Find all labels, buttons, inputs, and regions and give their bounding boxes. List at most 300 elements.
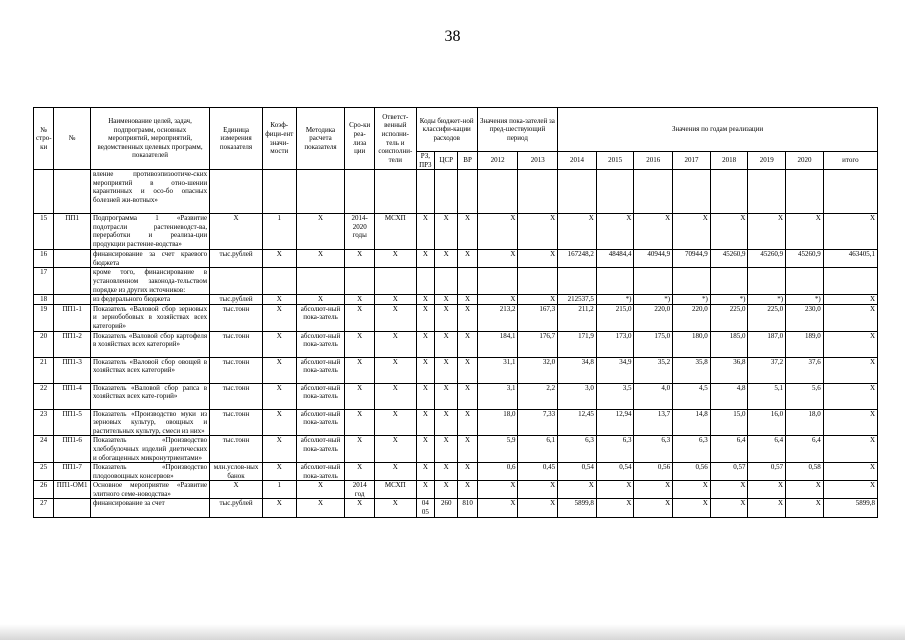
cell-unit: тыс.рублей: [210, 499, 263, 517]
cell-year-2016: X: [634, 214, 673, 250]
cell-rn: 17: [34, 268, 54, 295]
cell-year-2016: 13,7: [634, 409, 673, 436]
header-2014: 2014: [558, 152, 597, 170]
cell-year-2020: 45260,9: [786, 250, 824, 268]
cell-resp: X: [374, 463, 416, 481]
cell-rz: X: [416, 436, 434, 463]
cell-method: абсолют-ный пока-затель: [296, 331, 345, 357]
cell-vr: X: [458, 481, 477, 499]
cell-method: X: [296, 295, 345, 305]
cell-year-2019: 187,0: [748, 331, 786, 357]
cell-unit: тыс.тонн: [210, 409, 263, 436]
cell-year-2019: X: [748, 214, 786, 250]
cell-rz: X: [416, 383, 434, 409]
cell-coef: X: [263, 250, 297, 268]
cell-resp: МСХП: [374, 481, 416, 499]
cell-total: [823, 268, 877, 295]
cell-unit: тыс.тонн: [210, 304, 263, 331]
cell-name: Основное мероприятие «Развитие элитного семе-новодства»: [90, 481, 209, 499]
cell-total: X: [823, 295, 877, 305]
cell-year-2014: 12,45: [558, 409, 597, 436]
cell-name: финансирование за счет краевого бюджета: [90, 250, 209, 268]
cell-year-2014: 167248,2: [558, 250, 597, 268]
cell-year-2020: 230,0: [786, 304, 824, 331]
cell-year-2020: X: [786, 499, 824, 517]
cell-resp: X: [374, 304, 416, 331]
cell-year-2017: 14,8: [673, 409, 711, 436]
cell-year-2017: 180,0: [673, 331, 711, 357]
cell-name: Показатель «Производство муки из зерновых культур, овощных и растительных культур, смеси из них»: [90, 409, 209, 436]
cell-year-2017: 35,8: [673, 357, 711, 383]
table-row: [34, 304, 878, 331]
cell-year-2017: 0,56: [673, 463, 711, 481]
cell-rn: 21: [34, 357, 54, 383]
cell-method: абсолют-ный пока-затель: [296, 463, 345, 481]
cell-csr: 260: [435, 499, 458, 517]
cell-year-2016: X: [634, 481, 673, 499]
cell-coef: X: [263, 357, 297, 383]
cell-vr: X: [458, 304, 477, 331]
cell-year-2019: [748, 268, 786, 295]
cell-year-2015: 173,0: [596, 331, 634, 357]
cell-year-2012: 5,9: [477, 436, 518, 463]
cell-rn: 15: [34, 214, 54, 250]
cell-num: [54, 268, 91, 295]
cell-vr: X: [458, 383, 477, 409]
cell-year-2012: 0,6: [477, 463, 518, 481]
cell-rz: X: [416, 295, 434, 305]
cell-year-2016: X: [634, 499, 673, 517]
cell-unit: X: [210, 214, 263, 250]
cell-term: X: [345, 250, 375, 268]
cell-rz: [416, 170, 434, 214]
cell-year-2013: 7,33: [518, 409, 558, 436]
cell-name: Показатель «Валовой сбор картофеля в хозяйствах всех категорий»: [90, 331, 209, 357]
cell-resp: X: [374, 436, 416, 463]
cell-term: X: [345, 304, 375, 331]
cell-year-2020: 189,0: [786, 331, 824, 357]
cell-num: ПП1-1: [54, 304, 91, 331]
cell-rn: 25: [34, 463, 54, 481]
cell-year-2014: [558, 170, 597, 214]
cell-year-2013: 6,1: [518, 436, 558, 463]
cell-term: [345, 170, 375, 214]
cell-term: X: [345, 383, 375, 409]
cell-year-2014: 212537,5: [558, 295, 597, 305]
cell-coef: X: [263, 331, 297, 357]
cell-term: [345, 268, 375, 295]
cell-total: X: [823, 331, 877, 357]
cell-rz: X: [416, 357, 434, 383]
cell-year-2019: *): [748, 295, 786, 305]
cell-year-2016: 35,2: [634, 357, 673, 383]
header-num: №: [54, 108, 91, 170]
cell-year-2012: 213,2: [477, 304, 518, 331]
cell-year-2020: 0,58: [786, 463, 824, 481]
cell-num: [54, 170, 91, 214]
cell-year-2019: X: [748, 481, 786, 499]
cell-unit: тыс.тонн: [210, 436, 263, 463]
cell-resp: X: [374, 499, 416, 517]
cell-num: ПП1-5: [54, 409, 91, 436]
cell-total: X: [823, 436, 877, 463]
cell-year-2013: 176,7: [518, 331, 558, 357]
cell-vr: X: [458, 214, 477, 250]
cell-num: ПП1-3: [54, 357, 91, 383]
cell-year-2012: [477, 268, 518, 295]
header-csr: ЦСР: [435, 152, 458, 170]
cell-method: X: [296, 481, 345, 499]
cell-num: ПП1-2: [54, 331, 91, 357]
cell-method: абсолют-ный пока-затель: [296, 383, 345, 409]
cell-coef: [263, 268, 297, 295]
cell-year-2013: [518, 268, 558, 295]
cell-rn: [34, 170, 54, 214]
cell-method: абсолют-ный пока-затель: [296, 357, 345, 383]
cell-total: X: [823, 463, 877, 481]
cell-vr: [458, 170, 477, 214]
cell-year-2020: 5,6: [786, 383, 824, 409]
cell-year-2020: [786, 268, 824, 295]
cell-year-2014: X: [558, 214, 597, 250]
cell-rz: X: [416, 304, 434, 331]
cell-vr: X: [458, 463, 477, 481]
cell-csr: X: [435, 304, 458, 331]
cell-year-2020: 18,0: [786, 409, 824, 436]
cell-method: X: [296, 499, 345, 517]
cell-year-2013: X: [518, 481, 558, 499]
cell-year-2012: X: [477, 214, 518, 250]
cell-year-2017: X: [673, 481, 711, 499]
cell-vr: X: [458, 357, 477, 383]
cell-num: ПП1: [54, 214, 91, 250]
cell-year-2015: 48484,4: [596, 250, 634, 268]
cell-vr: [458, 268, 477, 295]
cell-year-2016: 0,56: [634, 463, 673, 481]
header-resp: Ответст-венный исполни-тель и соисполни-тели: [374, 108, 416, 170]
header-2015: 2015: [596, 152, 634, 170]
header-2012: 2012: [477, 152, 518, 170]
cell-unit: млн.услов-ных банок: [210, 463, 263, 481]
header-2019: 2019: [748, 152, 786, 170]
cell-year-2019: 45260,9: [748, 250, 786, 268]
cell-year-2018: [710, 170, 748, 214]
cell-year-2015: 6,3: [596, 436, 634, 463]
cell-csr: X: [435, 250, 458, 268]
cell-num: ПП1-7: [54, 463, 91, 481]
cell-year-2017: X: [673, 499, 711, 517]
cell-year-2013: X: [518, 499, 558, 517]
cell-year-2012: X: [477, 499, 518, 517]
cell-total: X: [823, 214, 877, 250]
cell-year-2014: 5899,8: [558, 499, 597, 517]
cell-resp: [374, 268, 416, 295]
cell-coef: 1: [263, 481, 297, 499]
cell-num: [54, 499, 91, 517]
cell-year-2013: X: [518, 295, 558, 305]
cell-unit: тыс.тонн: [210, 357, 263, 383]
cell-vr: X: [458, 436, 477, 463]
cell-year-2012: [477, 170, 518, 214]
header-unit: Единица измерения показателя: [210, 108, 263, 170]
page-number: 38: [444, 28, 461, 45]
cell-name: Показатель «Производство плодоовощных консервов»: [90, 463, 209, 481]
header-2020: 2020: [786, 152, 824, 170]
cell-year-2020: X: [786, 214, 824, 250]
cell-year-2019: 6,4: [748, 436, 786, 463]
cell-term: X: [345, 295, 375, 305]
cell-csr: X: [435, 295, 458, 305]
cell-year-2012: 3,1: [477, 383, 518, 409]
cell-term: 2014-2020 годы: [345, 214, 375, 250]
cell-year-2017: [673, 170, 711, 214]
cell-year-2017: 70944,9: [673, 250, 711, 268]
cell-year-2020: X: [786, 481, 824, 499]
cell-year-2019: 225,0: [748, 304, 786, 331]
cell-method: абсолют-ный пока-затель: [296, 304, 345, 331]
cell-year-2017: 4,5: [673, 383, 711, 409]
cell-year-2020: [786, 170, 824, 214]
cell-method: [296, 170, 345, 214]
cell-year-2017: 220,0: [673, 304, 711, 331]
cell-year-2018: 4,8: [710, 383, 748, 409]
cell-year-2018: 0,57: [710, 463, 748, 481]
cell-name: из федерального бюджета: [90, 295, 209, 305]
cell-coef: X: [263, 383, 297, 409]
cell-year-2020: 6,4: [786, 436, 824, 463]
cell-csr: X: [435, 383, 458, 409]
cell-coef: [263, 170, 297, 214]
cell-year-2019: [748, 170, 786, 214]
cell-vr: 810: [458, 499, 477, 517]
table-row: [34, 383, 878, 409]
table-row: [34, 409, 878, 436]
cell-year-2018: 15,0: [710, 409, 748, 436]
cell-year-2012: X: [477, 250, 518, 268]
cell-year-2015: X: [596, 214, 634, 250]
header-total: итого: [823, 152, 877, 170]
cell-total: X: [823, 357, 877, 383]
cell-year-2014: X: [558, 481, 597, 499]
cell-csr: X: [435, 463, 458, 481]
header-vr: ВР: [458, 152, 477, 170]
cell-year-2015: 215,0: [596, 304, 634, 331]
cell-csr: X: [435, 331, 458, 357]
header-name: Наименование целей, задач, подпрограмм, основных мероприятий, мероприятий, ведомственных целевых программ, показателей: [90, 108, 209, 170]
cell-resp: X: [374, 409, 416, 436]
cell-year-2012: X: [477, 481, 518, 499]
cell-year-2012: X: [477, 295, 518, 305]
cell-name: Показатель «Валовой сбор рапса в хозяйствах всех кате-горий»: [90, 383, 209, 409]
cell-resp: X: [374, 295, 416, 305]
cell-total: X: [823, 481, 877, 499]
cell-rn: 23: [34, 409, 54, 436]
table-row: [34, 436, 878, 463]
cell-method: абсолют-ный пока-затель: [296, 436, 345, 463]
cell-year-2013: 32,0: [518, 357, 558, 383]
cell-term: X: [345, 463, 375, 481]
cell-total: 5899,8: [823, 499, 877, 517]
cell-rn: 20: [34, 331, 54, 357]
header-rz: РЗ, ПР3: [416, 152, 434, 170]
table-row: [34, 170, 878, 214]
header-years-values: Значения по годам реализации: [558, 108, 878, 152]
cell-term: X: [345, 357, 375, 383]
cell-unit: [210, 268, 263, 295]
indicators-table: [33, 107, 878, 518]
cell-year-2015: [596, 170, 634, 214]
table-row: [34, 250, 878, 268]
cell-year-2016: 40944,9: [634, 250, 673, 268]
cell-rz: X: [416, 409, 434, 436]
cell-year-2012: 184,1: [477, 331, 518, 357]
cell-coef: X: [263, 463, 297, 481]
cell-year-2017: [673, 268, 711, 295]
cell-year-2014: 3,0: [558, 383, 597, 409]
cell-vr: X: [458, 331, 477, 357]
table-row: [34, 499, 878, 517]
table-row: [34, 463, 878, 481]
cell-vr: X: [458, 295, 477, 305]
cell-year-2020: *): [786, 295, 824, 305]
cell-csr: X: [435, 214, 458, 250]
cell-year-2017: 6,3: [673, 436, 711, 463]
cell-year-2015: X: [596, 499, 634, 517]
cell-name: финансирование за счет: [90, 499, 209, 517]
cell-term: X: [345, 331, 375, 357]
cell-num: [54, 295, 91, 305]
cell-year-2018: 225,0: [710, 304, 748, 331]
cell-rn: 26: [34, 481, 54, 499]
cell-num: ПП1-4: [54, 383, 91, 409]
cell-method: [296, 268, 345, 295]
cell-year-2013: 2,2: [518, 383, 558, 409]
cell-rn: 27: [34, 499, 54, 517]
cell-year-2018: X: [710, 481, 748, 499]
cell-resp: X: [374, 357, 416, 383]
cell-year-2018: 6,4: [710, 436, 748, 463]
cell-vr: X: [458, 250, 477, 268]
cell-year-2014: 171,9: [558, 331, 597, 357]
cell-rn: 19: [34, 304, 54, 331]
cell-rz: X: [416, 463, 434, 481]
cell-year-2016: [634, 170, 673, 214]
cell-year-2017: *): [673, 295, 711, 305]
cell-year-2014: 34,8: [558, 357, 597, 383]
cell-name: Показатель «Валовой сбор овощей в хозяйствах всех категорий»: [90, 357, 209, 383]
cell-year-2014: [558, 268, 597, 295]
cell-csr: X: [435, 436, 458, 463]
cell-year-2013: [518, 170, 558, 214]
cell-year-2020: 37,6: [786, 357, 824, 383]
table-row: [34, 331, 878, 357]
cell-num: ПП1-6: [54, 436, 91, 463]
cell-year-2015: 3,5: [596, 383, 634, 409]
cell-year-2019: X: [748, 499, 786, 517]
cell-rz: X: [416, 250, 434, 268]
cell-method: X: [296, 214, 345, 250]
cell-rn: 18: [34, 295, 54, 305]
header-2013: 2013: [518, 152, 558, 170]
cell-year-2019: 5,1: [748, 383, 786, 409]
cell-year-2013: X: [518, 214, 558, 250]
cell-term: 2014 год: [345, 481, 375, 499]
cell-total: X: [823, 409, 877, 436]
cell-csr: X: [435, 357, 458, 383]
table-row: [34, 481, 878, 499]
cell-num: [54, 250, 91, 268]
page-bottom-edge: [0, 624, 905, 640]
cell-total: 463405,1: [823, 250, 877, 268]
cell-resp: МСХП: [374, 214, 416, 250]
cell-rn: 24: [34, 436, 54, 463]
table-row: [34, 295, 878, 305]
header-2018: 2018: [710, 152, 748, 170]
cell-name: Показатель «Производство хлебобулочных изделий диетических и обогащенных микронутриентами»: [90, 436, 209, 463]
cell-rn: 16: [34, 250, 54, 268]
cell-year-2015: 12,94: [596, 409, 634, 436]
cell-unit: X: [210, 481, 263, 499]
cell-year-2012: 18,0: [477, 409, 518, 436]
cell-num: ПП1-ОМ1: [54, 481, 91, 499]
cell-year-2018: 36,8: [710, 357, 748, 383]
cell-unit: тыс.тонн: [210, 383, 263, 409]
cell-year-2018: 45260,9: [710, 250, 748, 268]
table-header: [34, 108, 878, 170]
cell-total: X: [823, 304, 877, 331]
cell-unit: [210, 170, 263, 214]
cell-name: Подпрограмма 1 «Развитие подотрасли растениеводст-ва, переработки и реализа-ции продукции растение-водства»: [90, 214, 209, 250]
header-coef: Коэф-фици-ент значи-мости: [263, 108, 297, 170]
cell-term: X: [345, 409, 375, 436]
table-row: [34, 268, 878, 295]
cell-year-2018: X: [710, 499, 748, 517]
header-term: Сро-ки реа-лиза ции: [345, 108, 375, 170]
cell-year-2015: *): [596, 295, 634, 305]
table-row: [34, 357, 878, 383]
cell-year-2015: 34,9: [596, 357, 634, 383]
cell-method: X: [296, 250, 345, 268]
cell-year-2019: 37,2: [748, 357, 786, 383]
cell-year-2018: X: [710, 214, 748, 250]
cell-rn: 22: [34, 383, 54, 409]
cell-rz: [416, 268, 434, 295]
cell-rz: X: [416, 481, 434, 499]
cell-year-2012: 31,1: [477, 357, 518, 383]
cell-rz: 04 05: [416, 499, 434, 517]
cell-year-2017: X: [673, 214, 711, 250]
cell-year-2015: [596, 268, 634, 295]
cell-coef: X: [263, 295, 297, 305]
header-2017: 2017: [673, 152, 711, 170]
cell-year-2016: 4,0: [634, 383, 673, 409]
cell-year-2013: X: [518, 250, 558, 268]
cell-csr: X: [435, 481, 458, 499]
cell-resp: X: [374, 383, 416, 409]
header-prev-period: Значения пока-зателей за пред-шествующий период: [477, 108, 557, 152]
cell-resp: [374, 170, 416, 214]
header-rownum: № стро-ки: [34, 108, 54, 170]
cell-method: абсолют-ный пока-затель: [296, 409, 345, 436]
cell-year-2016: 6,3: [634, 436, 673, 463]
cell-year-2018: [710, 268, 748, 295]
cell-year-2014: 211,2: [558, 304, 597, 331]
cell-coef: X: [263, 436, 297, 463]
table-body: [34, 170, 878, 517]
cell-total: X: [823, 383, 877, 409]
cell-year-2019: 16,0: [748, 409, 786, 436]
cell-year-2016: [634, 268, 673, 295]
